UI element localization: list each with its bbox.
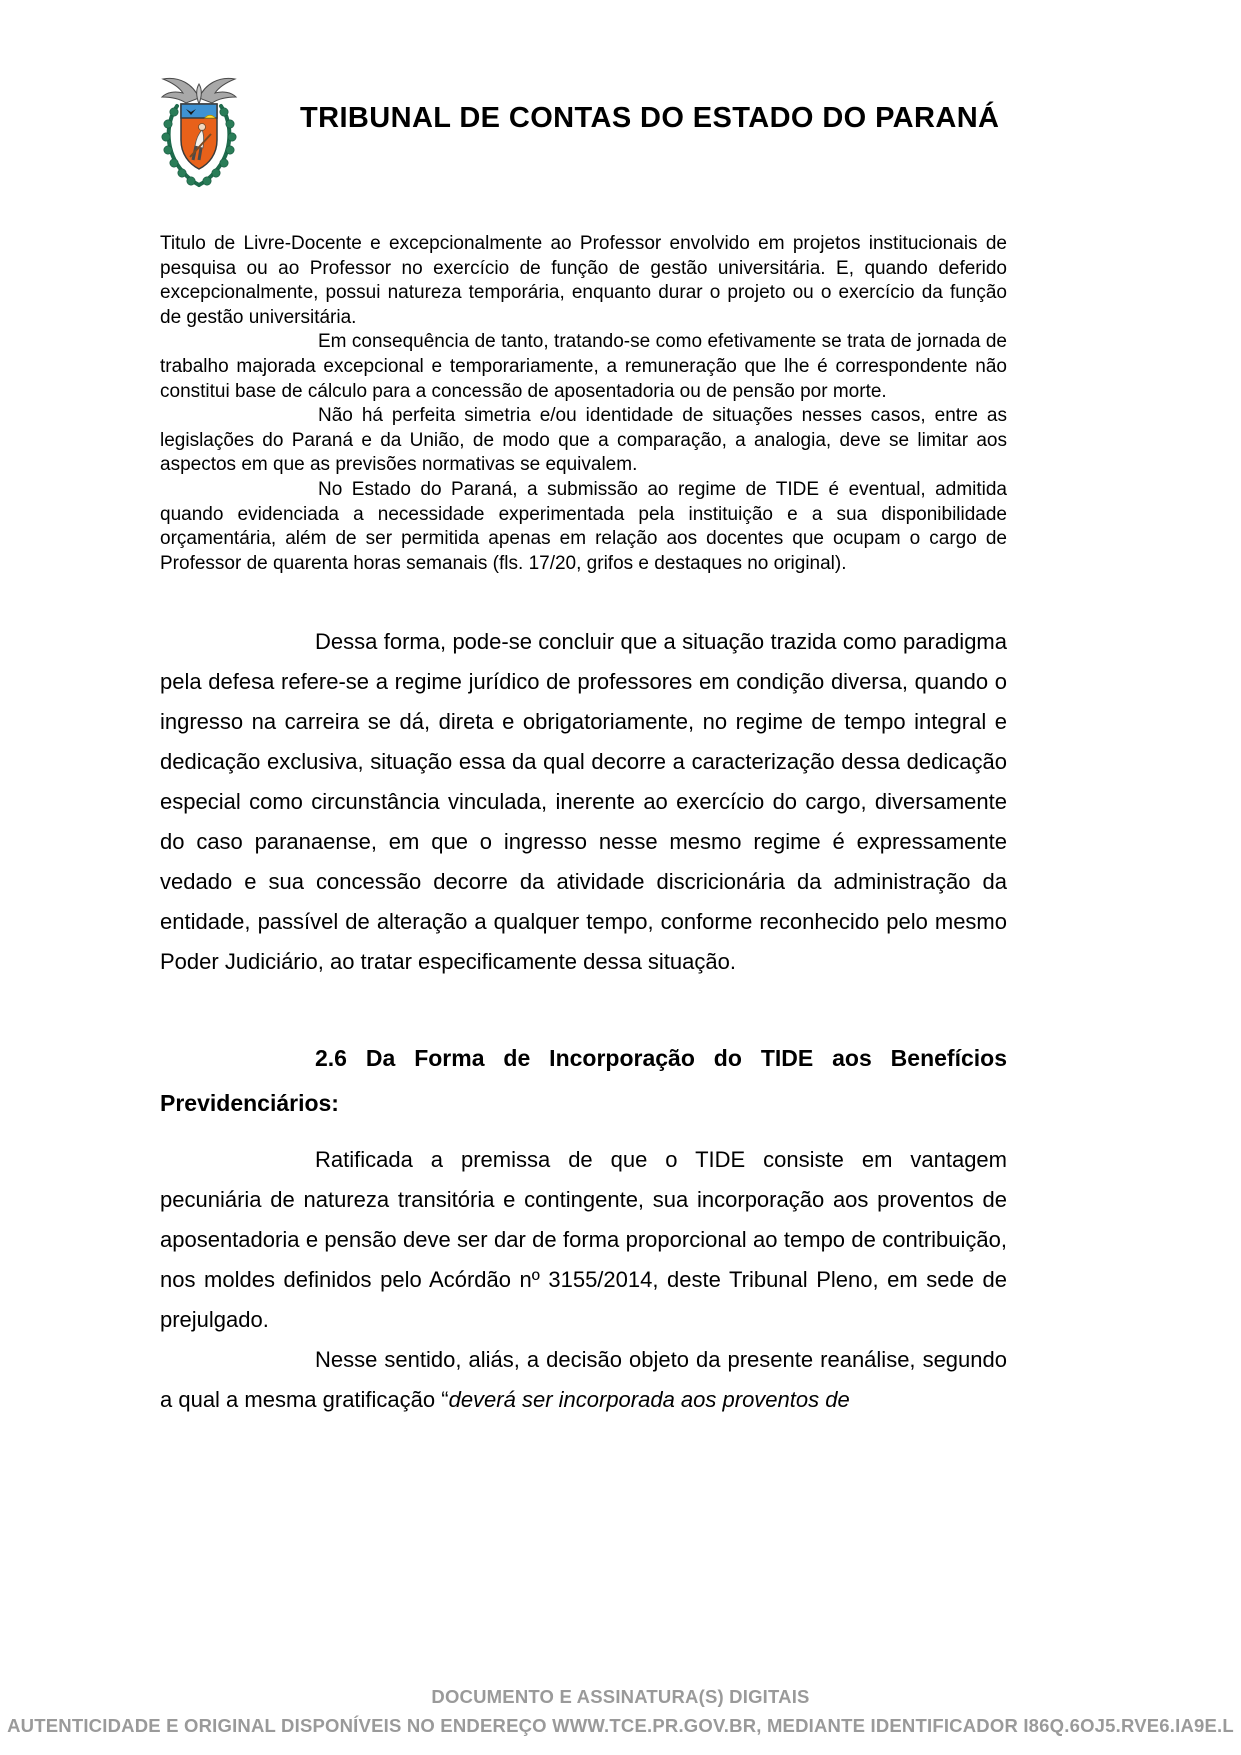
quote-paragraph-4: No Estado do Paraná, a submissão ao regime de TIDE é eventual, admitida quando evidenciada a necessidade experimentada pela instituição e a sua disponibilidade orçamentária, além de ser permitida apenas em relação aos docentes que ocupam o cargo de Professor de quarenta horas semanais (fls. 17/20, grifos e destaques no original). xyxy=(160,478,1007,574)
page-title: TRIBUNAL DE CONTAS DO ESTADO DO PARANÁ xyxy=(300,102,1000,134)
section-heading: 2.6 Da Forma de Incorporação do TIDE aos Benefícios Previdenciários: xyxy=(160,1045,1007,1117)
citation-block xyxy=(160,232,1007,576)
body-paragraph-2: Ratificada a premissa de que o TIDE consiste em vantagem pecuniária de natureza transitória e contingente, sua incorporação aos proventos de aposentadoria e pensão deve ser dar de forma proporcional ao tempo de contribuição, nos moldes definidos pelo Acórdão nº 3155/2014, deste Tribunal Pleno, em sede de prejulgado. xyxy=(160,1147,1007,1333)
footer-digital-signature-label: DOCUMENTO E ASSINATURA(S) DIGITAIS xyxy=(431,1686,810,1707)
body-paragraph-3-italic-quote: deverá ser incorporada aos proventos de xyxy=(448,1387,850,1413)
body-paragraph-3 xyxy=(160,1340,1007,1420)
document-header xyxy=(153,0,1241,196)
footer-authenticity-label: AUTENTICIDADE E ORIGINAL DISPONÍVEIS NO ENDEREÇO WWW.TCE.PR.GOV.BR, MEDIANTE IDENTIFICADOR I86Q.6OJ5.RVE6.IA9E.L xyxy=(7,1715,1234,1736)
quote-paragraph-3: Não há perfeita simetria e/ou identidade de situações nesses casos, entre as legislações do Paraná e da União, de modo que a comparação, a analogia, deve se limitar aos aspectos em que as previsões normativas se equivalem. xyxy=(160,405,1007,476)
document-body xyxy=(160,622,1007,1420)
body-paragraph-1: Dessa forma, pode-se concluir que a situação trazida como paradigma pela defesa refere-se a regime jurídico de professores em condição diversa, quando o ingresso na carreira se dá, direta e obrigatoriamente, no regime de tempo integral e dedicação exclusiva, situação essa da qual decorre a caracterização dessa dedicação especial como circunstância vinculada, inerente ao exercício do cargo, diversamente do caso paranaense, em que o ingresso nesse mesmo regime é expressamente vedado e sua concessão decorre da atividade discricionária da administração da entidade, passível de alteração a qualquer tempo, conforme reconhecido pelo mesmo Poder Judiciário, ao tratar especificamente dessa situação. xyxy=(160,629,1007,975)
quote-paragraph-2: Em consequência de tanto, tratando-se como efetivamente se trata de jornada de trabalho majorada excepcional e temporariamente, a remuneração que lhe é correspondente não constitui base de cálculo para a concessão de aposentadoria ou de pensão por morte. xyxy=(160,331,1007,402)
body-paragraph-3-text: Nesse sentido, aliás, a decisão objeto da presente reanálise, segundo a qual a mesma gratificação “ xyxy=(160,1347,1007,1413)
document-footer xyxy=(0,1686,1241,1737)
quote-paragraph-1: Titulo de Livre-Docente e excepcionalmente ao Professor envolvido em projetos institucionais de pesquisa ou ao Professor no exercício de função de gestão universitária. E, quando deferido excepcionalmente, possui natureza temporária, enquanto durar o projeto ou o exercício da função de gestão universitária. xyxy=(160,233,1007,328)
parana-coat-of-arms-icon xyxy=(153,72,245,196)
